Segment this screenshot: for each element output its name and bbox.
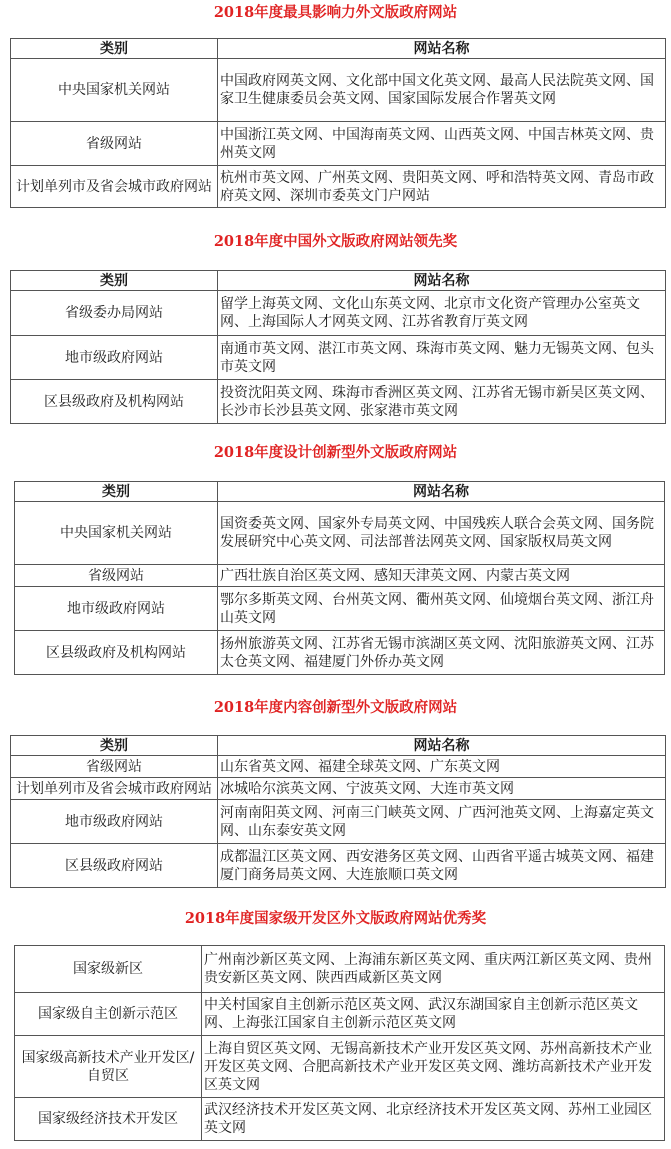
section-title: 2018年度内容创新型外文版政府网站 (213, 699, 458, 716)
category-cell: 国家级自主创新示范区 (15, 993, 202, 1036)
category-cell: 国家级新区 (15, 946, 202, 993)
category-cell: 中央国家机关网站 (11, 59, 218, 122)
awards-table (10, 270, 666, 424)
section-title: 2018年度中国外文版政府网站领先奖 (213, 233, 458, 250)
category-cell: 省级网站 (11, 122, 218, 166)
table-row (15, 631, 665, 675)
category-cell: 地市级政府网站 (11, 800, 218, 844)
table-row (11, 336, 666, 380)
table-row (11, 122, 666, 166)
sites-header: 网站名称 (218, 39, 666, 59)
category-cell: 国家级经济技术开发区 (15, 1098, 202, 1141)
sites-cell: 上海自贸区英文网、无锡高新技术产业开发区英文网、苏州高新技术产业开发区英文网、合肥高新技术产业开发区英文网、潍坊高新技术产业开发区英文网 (202, 1036, 665, 1098)
category-header: 类别 (15, 482, 218, 502)
table-header-row (11, 271, 666, 291)
sites-cell: 留学上海英文网、文化山东英文网、北京市文化资产管理办公室英文网、上海国际人才网英文网、江苏省教育厅英文网 (218, 291, 666, 336)
awards-table (14, 945, 665, 1141)
awards-table (14, 481, 665, 675)
table-row (11, 59, 666, 122)
table-row (11, 291, 666, 336)
sites-header: 网站名称 (218, 271, 666, 291)
category-cell: 计划单列市及省会城市政府网站 (11, 166, 218, 208)
sites-cell: 扬州旅游英文网、江苏省无锡市滨湖区英文网、沈阳旅游英文网、江苏太仓英文网、福建厦门外侨办英文网 (218, 631, 665, 675)
table-header-row (11, 39, 666, 59)
table-header-row (11, 736, 666, 756)
category-cell: 省级网站 (11, 756, 218, 778)
sites-cell: 中国政府网英文网、文化部中国文化英文网、最高人民法院英文网、国家卫生健康委员会英文网、国家国际发展合作署英文网 (218, 59, 666, 122)
category-cell: 区县级政府网站 (11, 844, 218, 888)
table-row (11, 756, 666, 778)
section-title: 2018年度国家级开发区外文版政府网站优秀奖 (184, 910, 487, 927)
category-cell: 区县级政府及机构网站 (11, 380, 218, 424)
awards-table (10, 38, 666, 208)
sites-cell: 广州南沙新区英文网、上海浦东新区英文网、重庆两江新区英文网、贵州贵安新区英文网、陕西西咸新区英文网 (202, 946, 665, 993)
sites-cell: 南通市英文网、湛江市英文网、珠海市英文网、魅力无锡英文网、包头市英文网 (218, 336, 666, 380)
sites-header: 网站名称 (218, 736, 666, 756)
sites-cell: 鄂尔多斯英文网、台州英文网、衢州英文网、仙境烟台英文网、浙江舟山英文网 (218, 587, 665, 631)
table-header-row (15, 482, 665, 502)
awards-table (10, 735, 666, 888)
table-row (11, 380, 666, 424)
category-header: 类别 (11, 39, 218, 59)
sites-cell: 武汉经济技术开发区英文网、北京经济技术开发区英文网、苏州工业园区英文网 (202, 1098, 665, 1141)
table-row (15, 993, 665, 1036)
category-cell: 地市级政府网站 (11, 336, 218, 380)
sites-cell: 冰城哈尔滨英文网、宁波英文网、大连市英文网 (218, 778, 666, 800)
category-header: 类别 (11, 271, 218, 291)
table-row (15, 1036, 665, 1098)
category-cell: 省级委办局网站 (11, 291, 218, 336)
section-title: 2018年度最具影响力外文版政府网站 (213, 4, 458, 21)
sites-cell: 投资沈阳英文网、珠海市香洲区英文网、江苏省无锡市新吴区英文网、长沙市长沙县英文网、张家港市英文网 (218, 380, 666, 424)
table-row (11, 844, 666, 888)
sites-cell: 山东省英文网、福建全球英文网、广东英文网 (218, 756, 666, 778)
sites-cell: 杭州市英文网、广州英文网、贵阳英文网、呼和浩特英文网、青岛市政府英文网、深圳市委英文门户网站 (218, 166, 666, 208)
sites-cell: 成都温江区英文网、西安港务区英文网、山西省平遥古城英文网、福建厦门商务局英文网、大连旅顺口英文网 (218, 844, 666, 888)
sites-cell: 河南南阳英文网、河南三门峡英文网、广西河池英文网、上海嘉定英文网、山东泰安英文网 (218, 800, 666, 844)
sites-cell: 国资委英文网、国家外专局英文网、中国残疾人联合会英文网、国务院发展研究中心英文网、司法部普法网英文网、国家版权局英文网 (218, 502, 665, 565)
table-row (15, 946, 665, 993)
table-row (15, 1098, 665, 1141)
category-cell: 区县级政府及机构网站 (15, 631, 218, 675)
sites-cell: 中关村国家自主创新示范区英文网、武汉东湖国家自主创新示范区英文网、上海张江国家自主创新示范区英文网 (202, 993, 665, 1036)
category-cell: 计划单列市及省会城市政府网站 (11, 778, 218, 800)
table-row (15, 565, 665, 587)
table-row (11, 778, 666, 800)
category-cell: 国家级高新技术产业开发区/自贸区 (15, 1036, 202, 1098)
category-cell: 地市级政府网站 (15, 587, 218, 631)
sites-cell: 中国浙江英文网、中国海南英文网、山西英文网、中国吉林英文网、贵州英文网 (218, 122, 666, 166)
category-header: 类别 (11, 736, 218, 756)
category-cell: 中央国家机关网站 (15, 502, 218, 565)
category-cell: 省级网站 (15, 565, 218, 587)
sites-cell: 广西壮族自治区英文网、感知天津英文网、内蒙古英文网 (218, 565, 665, 587)
sites-header: 网站名称 (218, 482, 665, 502)
section-title: 2018年度设计创新型外文版政府网站 (213, 444, 458, 461)
table-row (11, 800, 666, 844)
table-row (15, 502, 665, 565)
table-row (15, 587, 665, 631)
table-row (11, 166, 666, 208)
